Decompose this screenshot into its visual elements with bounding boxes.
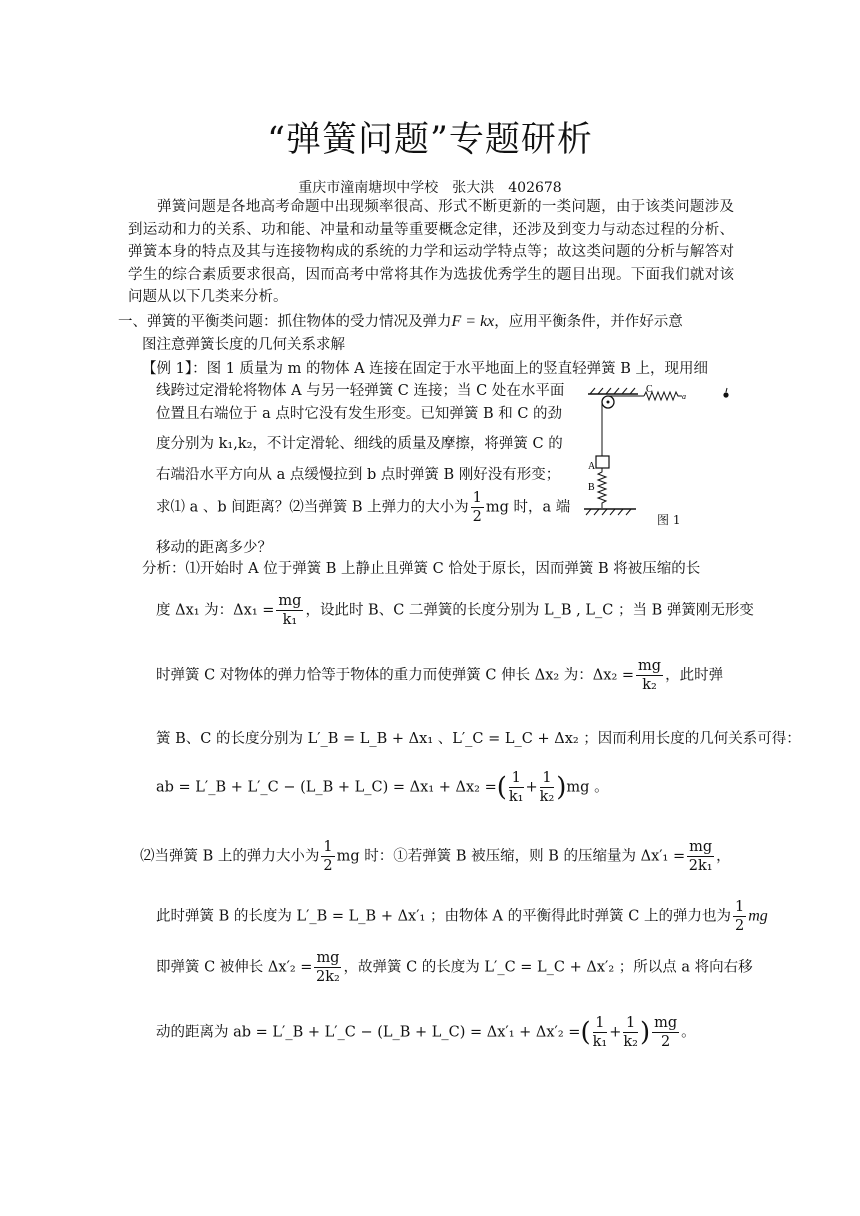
example-1-line-1: 【例 1】：图 1 质量为 m 的物体 A 连接在固定于水平地面上的竖直轻弹簧 B 上，现用细 bbox=[142, 361, 709, 377]
section-1-heading bbox=[118, 310, 683, 331]
part-2-line-3: 即弹簧 C 被伸长 Δx′₂ = $\frac{mg}{\text{2k₂}}$ ，故弹簧 C 的长度为 L′_C = L_C + Δx′₂ ；所以点 a 将向右移 bbox=[156, 950, 753, 985]
analysis-line-5: ab = L′_B + L′_C − (L_B + L_C) = Δx₁ + Δx₂ =( $\frac{1}{\text{k₁}}$ + $\frac{1}{\text{k₂}}$ )mg 。 bbox=[156, 770, 609, 805]
example-1-line-2: 线跨过定滑轮将物体 A 与另一轻弹簧 C 连接；当 C 处在水平面 bbox=[156, 383, 565, 399]
analysis-line-2: 度 Δx₁ 为：Δx₁ = $\frac{mg}{\text{k₁}}$ ，设此时 B、C 二弹簧的长度分别为 L_B , L_C ；当 B 弹簧刚无形变 bbox=[156, 593, 754, 628]
example-1-line-6: 求⑴ a 、b 间距离？⑵当弹簧 B 上弹力的大小为 $\frac{1}{2}$ mg 时，a 端 bbox=[156, 490, 571, 525]
author-line: 重庆市潼南塘坝中学校 张大洪 402678 bbox=[298, 180, 562, 196]
analysis-line-1: 分析：⑴开始时 A 位于弹簧 B 上静止且弹簧 C 恰处于原长，因而弹簧 B 将被压缩的长 bbox=[142, 561, 701, 577]
section-1-heading-cont: 图注意弹簧长度的几何关系求解 bbox=[142, 337, 345, 353]
intro-paragraph: 弹簧问题是各地高考命题中出现频率很高、形式不断更新的一类问题，由于该类问题涉及到运动和力的关系、功和能、冲量和动量等重要概念定律，还涉及到变力与动态过程的分析、弹簧本身的特点及其与连接物构成的系统的力学和运动学特点等；故这类问题的分析与解答对学生的综合素质要求很高，因而高考中常将其作为选拔优秀学生的题目出现。下面我们就对该问题从以下几类来分析。 bbox=[128, 199, 734, 305]
section-1-text-2: ，应用平衡条件，并作好示意 bbox=[494, 314, 683, 330]
example-1-line-4: 度分别为 k₁,k₂，不计定滑轮、细线的质量及摩擦，将弹簧 C 的 bbox=[156, 436, 563, 452]
page-title: “弹簧问题”专题研析 bbox=[267, 120, 593, 160]
spring-b-icon bbox=[598, 468, 606, 508]
fraction-mg-k1: $\frac{mg}{\text{k₁}}$ bbox=[278, 593, 302, 628]
svg-text:A: A bbox=[588, 461, 596, 472]
part-2-line-4: 动的距离为 ab = L′_B + L′_C − (L_B + L_C) = Δx′₁ + Δx′₂ =( $\frac{1}{\text{k₁}}$ + $\frac{1}{\text{k₂}}$ ) $\frac{mg}{2}$ 。 bbox=[156, 1015, 696, 1050]
svg-text:a: a bbox=[682, 392, 686, 401]
fraction-half: $\frac{1}{2}$ bbox=[472, 490, 482, 525]
analysis-line-3: 时弹簧 C 对物体的弹力恰等于物体的重力而使弹簧 C 伸长 Δx₂ 为：Δx₂ = $\frac{mg}{\text{k₂}}$ ，此时弹 bbox=[156, 658, 724, 693]
part-2-line-1: ⑵当弹簧 B 上的弹力大小为 $\frac{1}{2}$ mg 时：①若弹簧 B 被压缩，则 B 的压缩量为 Δx′₁ = $\frac{mg}{\text{2k₁}}$ ， bbox=[140, 839, 731, 874]
example-1-line-7: 移动的距离多少？ bbox=[156, 540, 272, 556]
section-1-text: 一、弹簧的平衡类问题：抓住物体的受力情况及弹力 bbox=[118, 314, 452, 330]
figure-1-caption: 图 1 bbox=[657, 513, 681, 527]
figure-1-diagram bbox=[578, 382, 748, 532]
part-2-line-2: 此时弹簧 B 的长度为 L′_B = L_B + Δx′₁ ；由物体 A 的平衡得此时弹簧 C 上的弹力也为 $\frac{1}{2}$ mg bbox=[156, 899, 768, 934]
example-1-line-3: 位置且右端位于 a 点时它没有发生形变。已知弹簧 B 和 C 的劲 bbox=[156, 406, 563, 422]
svg-text:C: C bbox=[646, 384, 653, 395]
svg-text:B: B bbox=[588, 482, 595, 493]
fraction-mg-k2: $\frac{mg}{\text{k₂}}$ bbox=[638, 658, 662, 693]
example-1-line-5: 右端沿水平方向从 a 点缓慢拉到 b 点时弹簧 B 刚好没有形变； bbox=[156, 467, 561, 483]
analysis-line-4: 簧 B、C 的长度分别为 L′_B = L_B + Δx₁ 、L′_C = L_C + Δx₂ ；因而利用长度的几何关系可得： bbox=[156, 731, 801, 747]
hooke-formula: F = kx bbox=[451, 313, 495, 330]
block-a bbox=[596, 456, 609, 468]
